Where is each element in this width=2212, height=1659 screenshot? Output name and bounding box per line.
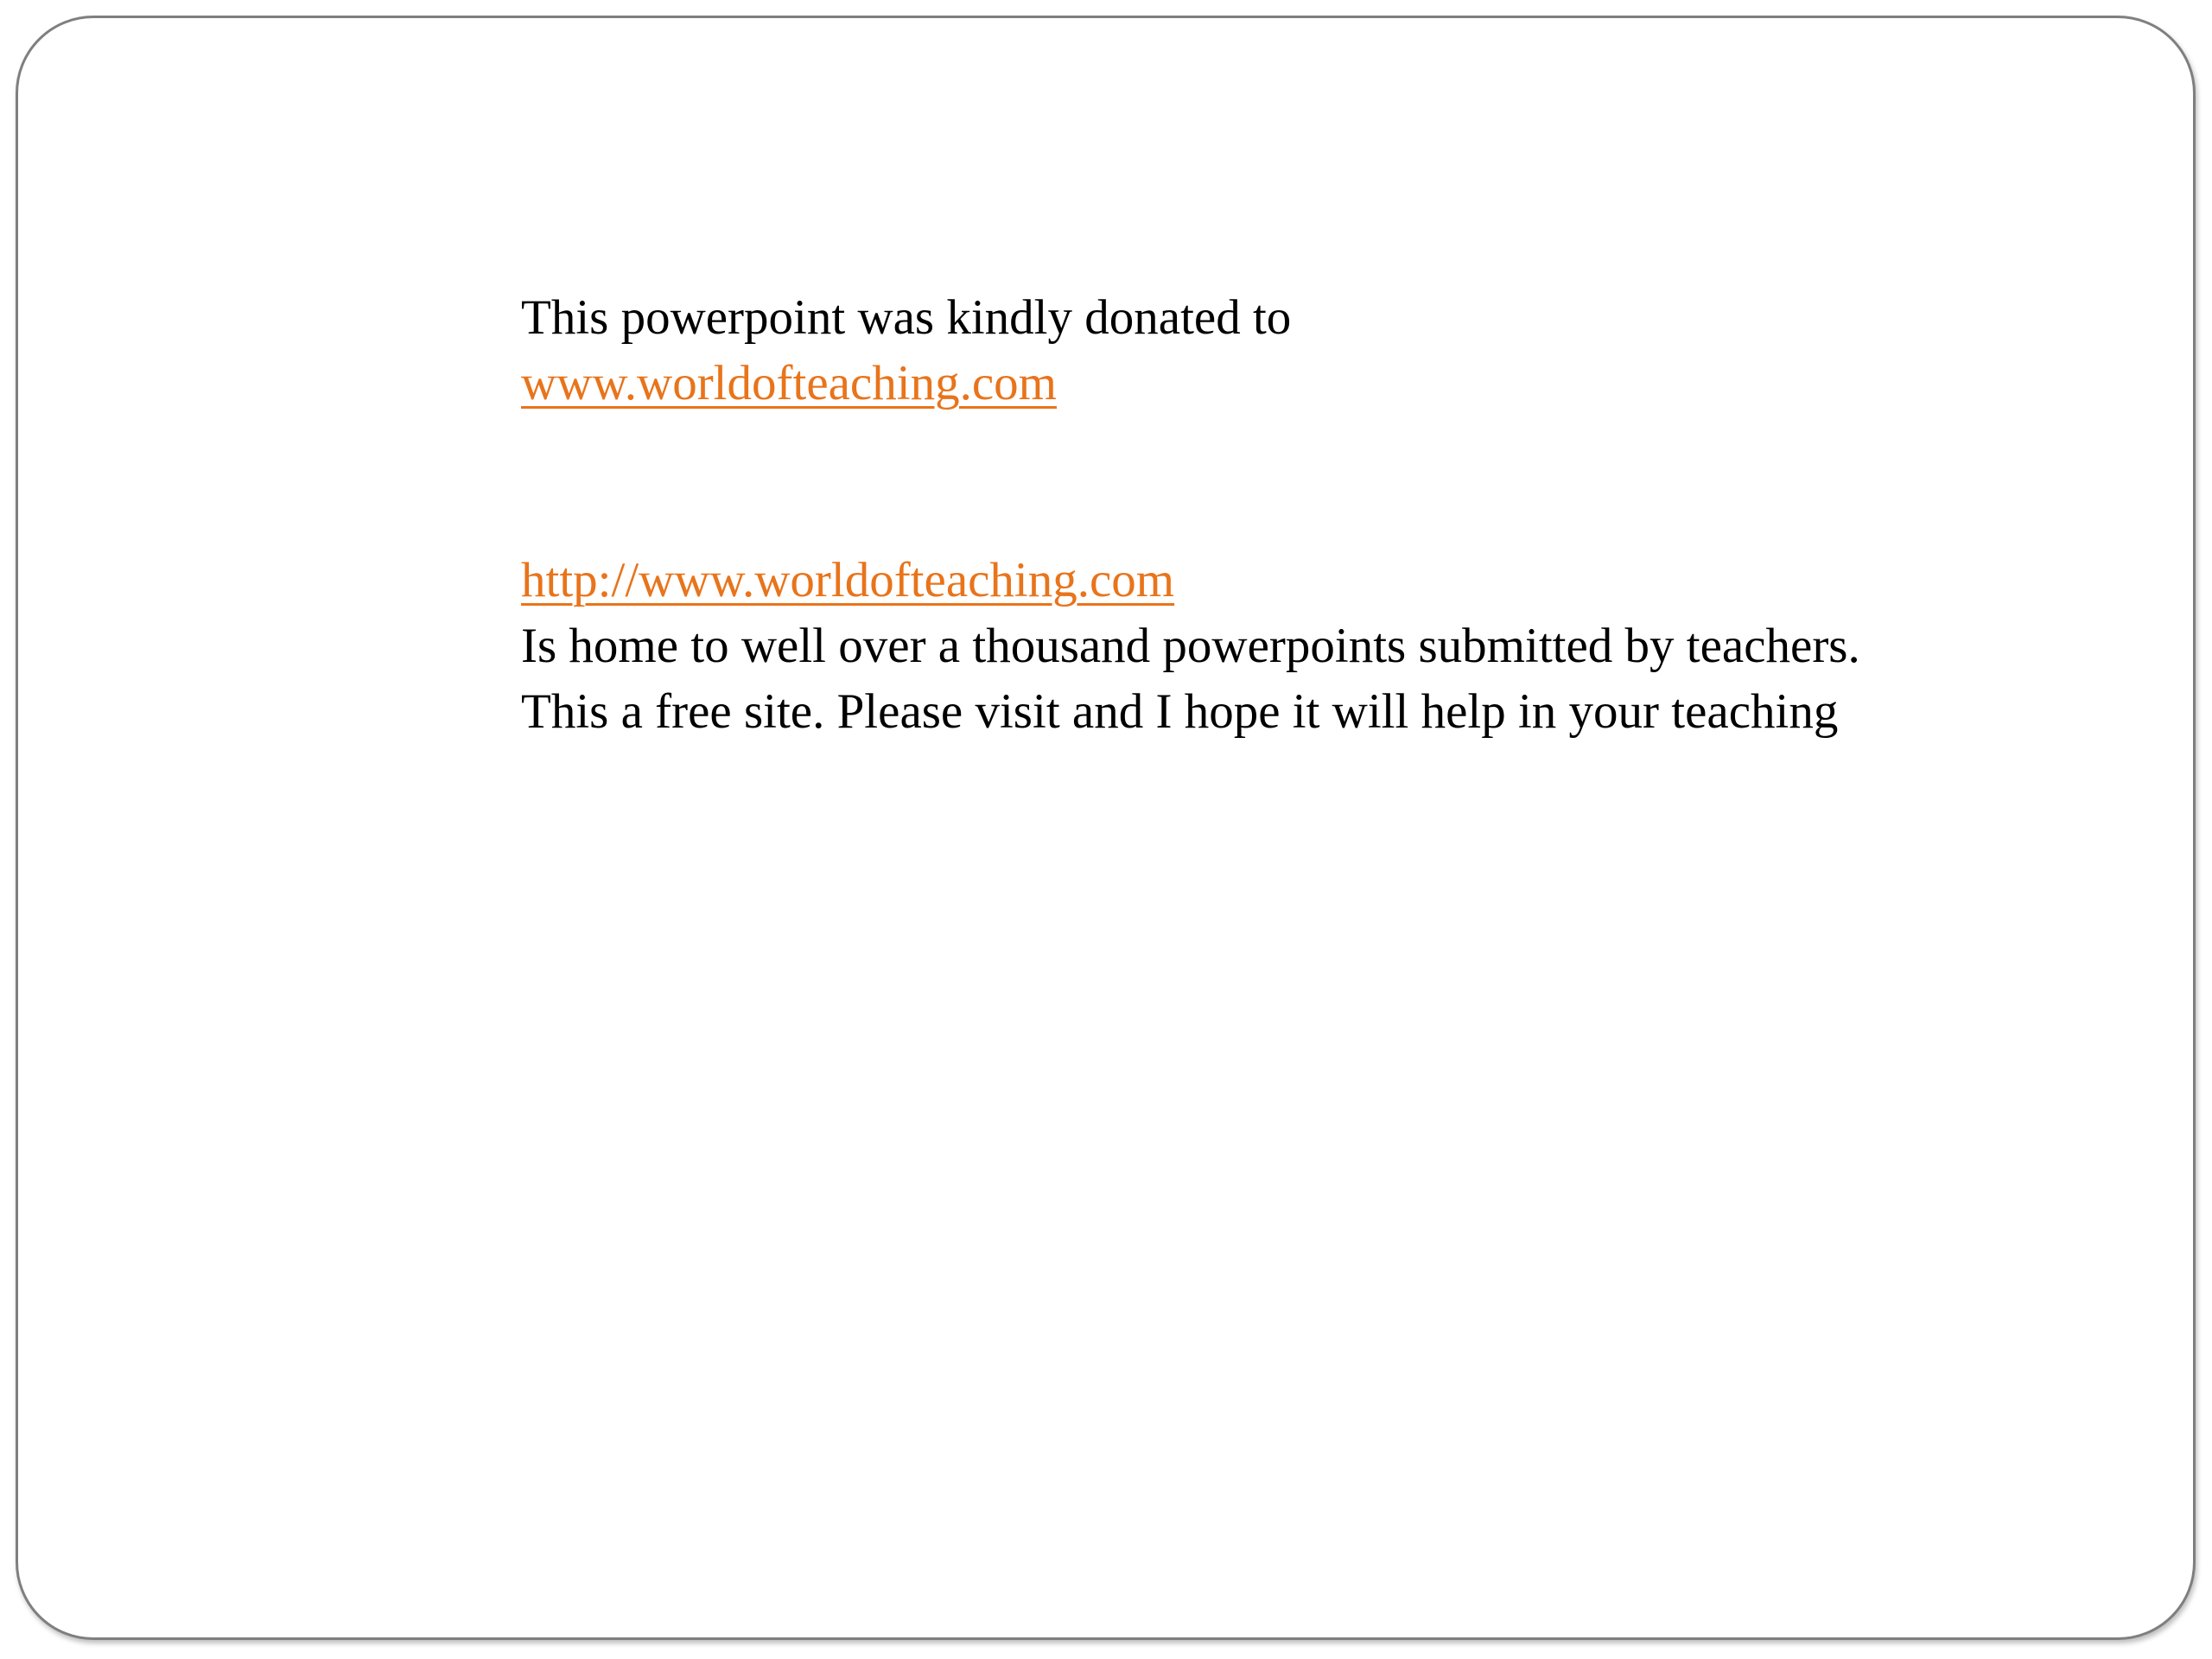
slide-frame: [16, 16, 2196, 1640]
site-link[interactable]: http://www.worldofteaching.com: [521, 553, 1175, 607]
intro-text: This powerpoint was kindly donated to: [521, 290, 1292, 345]
spacer: [521, 416, 1869, 548]
site-description: Is home to well over a thousand powerpoints submitted by teachers. This a free site. Please visit and I hope it will help in your teaching: [521, 619, 1860, 739]
slide-content: [521, 285, 1869, 745]
donation-link[interactable]: www.worldofteaching.com: [521, 356, 1057, 410]
